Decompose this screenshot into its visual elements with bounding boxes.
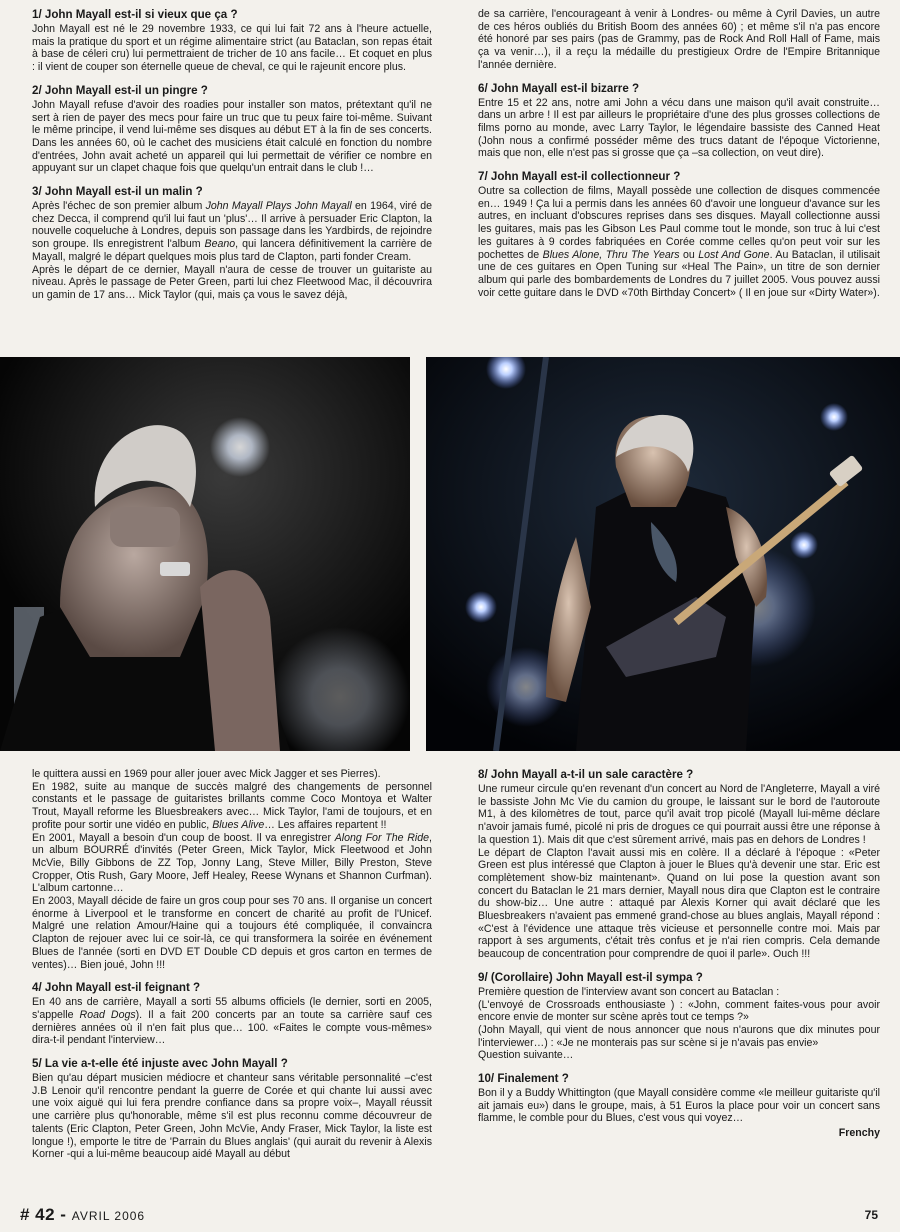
section-1-text: John Mayall est né le 29 novembre 1933, ce qui lui fait 72 ans à l'heure actuelle, mais la pratique du sport et un régime alimentaire strict (au Bataclan, son repas était à base de céleri cru) lui permettraient de tricher de 10 ans facile… Et coquet en plus : il vient de couper son éternelle queue de cheval, ce qui le rajeunit encore plus. — [32, 23, 432, 74]
section-3-end — [32, 768, 432, 971]
section-10-text: Bon il y a Buddy Whittington (que Mayall considère comme «le meilleur guitariste qu'il ait jamais eu») dans le groupe, mais, à 51 Euros la place pour voir un concert sans flamme, le comble pour du Blues, c'est vous qui voyez… — [478, 1087, 880, 1125]
section-3-text-6: En 2003, Mayall décide de faire un gros coup pour ses 70 ans. Il organise un concert énorme à Liverpool et le transforme en concert de charité au profit de l'Unicef. Malgré une relation Amour/Haine qui a toujours été compliquée, il convaincra Clapton de rejouer avec lui ce soir-là, ce qui transformera la soirée en événement Blues de l'année (sorti en DVD ET Double CD depuis et gros carton en termes de ventes)… Bien joué, John !!! — [32, 895, 432, 971]
section-9-text-3: (John Mayall, qui vient de nous annoncer que nous n'aurons que dix minutes pour l'interviewer…) : «Je ne monterais pas sur scène si je n'avais pas envie» — [478, 1023, 880, 1049]
section-3-text-2: Après le départ de ce dernier, Mayall n'aura de cesse de trouver un guitariste au niveau. Après le passage de Peter Green, parti lui chez Fleetwood Mac, il découvrira un gamin de 17 ans… Mick Taylor (qui, mais ça vous le savez déjà, — [32, 263, 432, 301]
section-1-question: 1/ John Mayall est-il si vieux que ça ? — [32, 8, 238, 21]
section-5-question: 5/ La vie a-t-elle été injuste avec John Mayall ? — [32, 1057, 288, 1071]
guitar-player-photo — [426, 357, 900, 751]
author-signature: Frenchy — [838, 1127, 880, 1140]
section-7 — [478, 170, 880, 299]
right-column-top — [478, 8, 880, 309]
left-column-top — [32, 8, 432, 312]
section-4-question: 4/ John Mayall est-il feignant ? — [32, 981, 201, 995]
section-6-question: 6/ John Mayall est-il bizarre ? — [478, 81, 640, 95]
section-3-text-5: En 2001, Mayall a besoin d'un coup de boost. Il va enregistrer Along For The Ride, un album BOURRÉ d'invités (Peter Green, Mick Taylor, Mick Fleetwood et John McVie, Billy Gibbons de ZZ Top, Jonny Lang, Steve Miller, Billy Preston, Steve Cropper, Otis Rush, Gary Moore, Jeff Healey, Reese Wynans et Shannon Curfman). L'album cartonne… — [32, 831, 432, 895]
section-9-text-1: Première question de l'interview avant son concert au Bataclan : — [478, 985, 780, 998]
issue-number: # 42 - — [20, 1205, 67, 1224]
section-9-question: 9/ (Corollaire) John Mayall est-il sympa ? — [478, 970, 703, 984]
section-3-question: 3/ John Mayall est-il un malin ? — [32, 185, 203, 199]
page-number: 75 — [864, 1208, 878, 1222]
section-5-start — [32, 1057, 432, 1161]
section-3-start — [32, 185, 432, 302]
section-2 — [32, 84, 432, 175]
section-3-text-3: le quittera aussi en 1969 pour aller jouer avec Mick Jagger et ses Pierres). — [32, 768, 381, 780]
left-column-bottom — [32, 768, 432, 1171]
issue-month: AVRIL 2006 — [71, 1209, 146, 1223]
section-7-question: 7/ John Mayall est-il collectionneur ? — [478, 170, 681, 184]
right-column-bottom — [478, 768, 880, 1150]
section-8 — [478, 768, 880, 961]
section-8-text-2: Le départ de Clapton l'avait aussi mis en colère. Il a déclaré à l'époque : «Peter Green est plus intéressé que Clapton à jouer le Blues qu'à devenir une star. Eric est complètement show-biz maintenant». Quand on lui pose la question avant son concert du Bataclan le 21 mars dernier, Mayall nous dira que Clapton est le contraire du show-biz… Une autre : attaqué par Alexis Korner qui avait déclaré que les Bluesbreakers n'avaient pas emmené grand-chose au blues anglais, Mayall répond : «C'est à l'évidence une attaque très vicieuse et personnelle contre moi. Mais par rapport à ses arguments, c'était très confus et je n'ai rien compris. Cela demande beaucoup de concentration pour comprendre de quoi il parle». Ouch !!! — [478, 846, 880, 961]
section-3-text-1: Après l'échec de son premier album John Mayall Plays John Mayall en 1964, viré de chez Decca, il comprend qu'il lui faut un 'plus'… Il arrive à persuader Eric Clapton, la nouvelle coqueluche à Londres, depuis son passage dans les Yardbirds, de rejoindre son groupe. Ils enregistrent l'album Beano, qui lancera définitivement la carrière de Mayall, malgré le départ quelques mois plus tard de Clapton, parti fonder Cream. — [32, 200, 433, 263]
section-5-text: Bien qu'au départ musicien médiocre et chanteur sans véritable personnalité –c'est J.B Lenoir qu'il rencontre pendant la guerre de Corée et qui chante lui aussi avec une voix aiguë qui lui fera prendre confiance dans sa propre voix–, Mayall réussit une carrière plus qu'honorable, même s'il est plus reconnu comme découvreur de talents (Eric Clapton, Peter Green, John McVie, Andy Fraser, Mick Taylor, la liste est longue !), emporte le titre de 'Parrain du Blues anglais' (qui aurait du revenir à Alexis Korner -qui a lui-même beaucoup aidé Mayall au début — [32, 1072, 432, 1161]
section-2-question: 2/ John Mayall est-il un pingre ? — [32, 83, 208, 97]
section-9-text-4: Question suivante… — [478, 1049, 574, 1062]
issue-footer — [20, 1205, 145, 1225]
section-2-text: John Mayall refuse d'avoir des roadies pour installer son matos, prétextant qu'il ne sert à rien de payer des mecs pour faire un truc que tu peux faire toi-même. Suivant le même principe, il vend lui-même ses disques au début ET à la fin de ses concerts. Dans les années 60, où le cachet des musiciens était calculé en fonction du nombre d'entrées, John avait acheté un appareil qui lui permettait de vérifier ce nombre en appuyant sur un clapet chaque fois que quelqu'un entrait dans le club !… — [32, 98, 432, 175]
section-4 — [32, 981, 432, 1047]
section-9-text-2: (L'envoyé de Crossroads enthousiaste ) : «John, comment faites-vous pour avoir encore envie de monter sur scène après tout ce temps ?» — [478, 998, 880, 1024]
section-3-text-4: En 1982, suite au manque de succès malgré des changements de personnel constants et le passage de guitaristes brillants comme Coco Montoya et Walter Trout, Mayall reforme les Bluesbreakers avec… Mick Taylor, l'ami de toujours, et en profite pour sortir une vidéo en public, Blues Alive… Les affaires repartent !! — [32, 780, 432, 831]
section-10 — [478, 1072, 880, 1140]
section-6 — [478, 82, 880, 161]
section-7-text: Outre sa collection de films, Mayall possède une collection de disques commencée en… 1949 ! Ça lui a permis dans les années 60 d'avoir une longueur d'avance sur les autres, en incluant d'obscures reprises dans ses disques. Mayall collectionne aussi les guitares, mais pas les Gibson Les Paul comme tout le monde, son truc à lui c'est les guitares à 9 cordes fabriquées en Corée comme celles qu'on peut voir sur les pochettes de Blues Alone, Thru The Years ou Lost And Gone. Au Bataclan, il utilisait une de ces guitares en Open Tuning sur «Heal The Pain», un titre de son dernier album qui parle des bombardements de Londres du 7 juillet 2005. Vous pouvez aussi voir cette guitare dans le DVD «70th Birthday Concert» ( Il en joue sur «Dirty Water»). — [478, 185, 880, 299]
harmonica-player-photo — [0, 357, 410, 751]
section-8-question: 8/ John Mayall a-t-il un sale caractère ? — [478, 768, 694, 781]
section-1 — [32, 8, 432, 74]
section-5-text-continued: de sa carrière, l'encourageant à venir à Londres- ou même à Cyril Davies, un autre de ces héros oubliés du British Boom des années 60) ; et même s'il n'a pas encore été honoré par ses pairs (pas de Grammy, pas de Rock And Roll Hall of Fame, mais ça va venir…), il a reçu la médaille du prestigieux Ordre de l'Empire Britannique l'année dernière. — [478, 8, 880, 71]
section-10-question: 10/ Finalement ? — [478, 1072, 569, 1086]
section-4-text: En 40 ans de carrière, Mayall a sorti 55 albums officiels (le dernier, sorti en 2005, s'appelle Road Dogs). Il a fait 200 concerts par an toute sa carrière sauf ces dernières années où il n'en fait plus que… 100. «Faites le compte vous-mêmes» dira-t-il pendant l'interview… — [32, 996, 433, 1047]
section-5-end — [478, 8, 880, 72]
section-6-text: Entre 15 et 22 ans, notre ami John a vécu dans une maison qu'il avait construite… dans un arbre ! Il est par ailleurs le propriétaire d'une des plus grosses collections de films porno au monde, avec Larry Taylor, le légendaire bassiste des Canned Heat (John nous a confirmé posséder même des trucs datant de l'époque Victorienne, mais que non, elle n'est pas si grosse que ça –sa collection, on veut dire). — [478, 96, 880, 160]
section-8-text-1: Une rumeur circule qu'en revenant d'un concert au Nord de l'Angleterre, Mayall a viré le bassiste John Mc Vie du camion du groupe, le laissant sur le bord de l'autoroute M1, à des kilomètres de tout, parce qu'il avait trop picolé (Mayall lui-même déclare n'avoir jamais fumé, picolé ni pris de drogues ce qui pourrait aussi être une réponse à la question 1). Mais dit que c'est sûrement arrivé, mais pas en dehors de Londres ! — [478, 783, 880, 846]
section-9 — [478, 971, 880, 1062]
